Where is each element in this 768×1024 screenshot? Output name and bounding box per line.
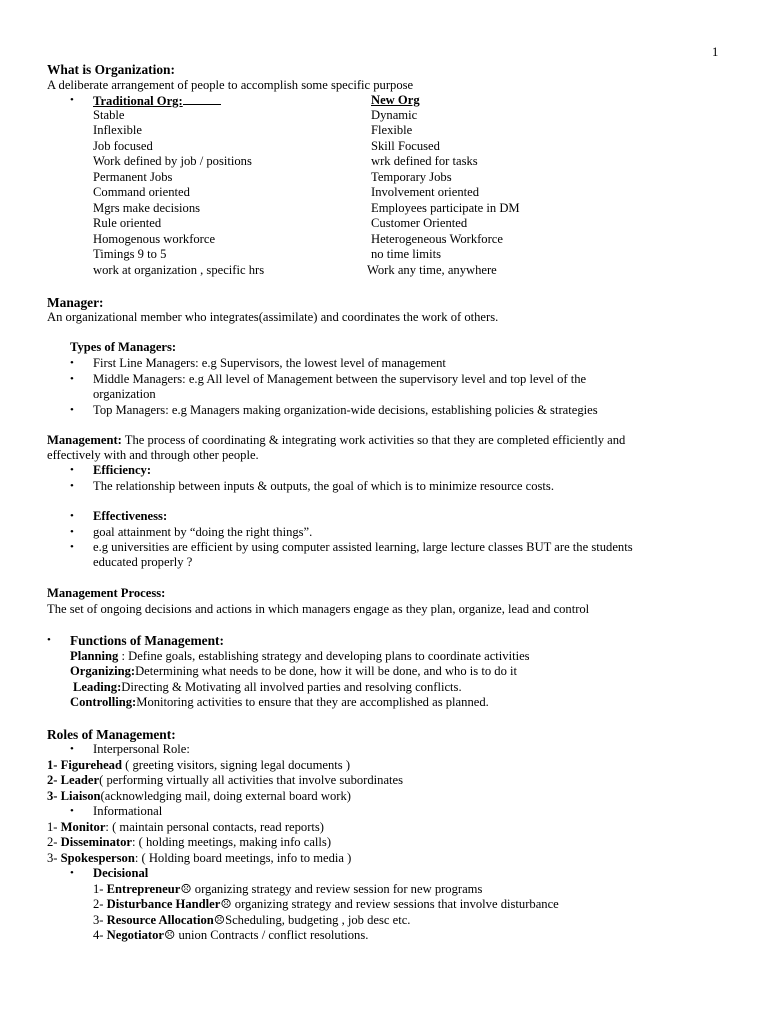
organization-definition: A deliberate arrangement of people to accomplish some specific purpose: [47, 78, 414, 92]
roles-heading: Roles of Management:: [47, 727, 176, 742]
role-number: 1-: [47, 820, 61, 834]
role-item: [47, 789, 351, 804]
role-item: [93, 882, 482, 897]
org-traditional-item: Work defined by job / positions: [93, 154, 252, 168]
role-label: Figurehead: [60, 758, 122, 772]
role-label: Disturbance Handler: [106, 897, 221, 911]
role-number: 2-: [47, 835, 61, 849]
function-item: [73, 680, 462, 695]
org-traditional-item: Job focused: [93, 139, 153, 153]
role-text: (acknowledging mail, doing external board work): [100, 789, 351, 803]
traditional-org-header: Traditional Org:: [93, 93, 221, 109]
role-text: : ( maintain personal contacts, read reports): [105, 820, 324, 834]
middle-managers: Middle Managers: e.g All level of Management between the supervisory level and top level of the: [93, 372, 587, 386]
types-of-managers-heading: Types of Managers:: [70, 340, 177, 354]
function-text: Determining what needs to be done, how it will be done, and who is to do it: [135, 664, 518, 678]
org-new-item: Heterogeneous Workforce: [371, 232, 503, 246]
bullet: •: [70, 373, 74, 385]
manager-definition: An organizational member who integrates(assimilate) and coordinates the work of others.: [47, 310, 499, 324]
bullet: •: [47, 634, 51, 646]
function-label: Organizing:: [70, 664, 136, 678]
org-new-item: Flexible: [371, 123, 413, 137]
interpersonal-role-label: Interpersonal Role:: [93, 742, 190, 756]
effectiveness-text-2-cont: educated properly ?: [93, 555, 193, 569]
org-new-item: Dynamic: [371, 108, 418, 122]
role-item: [47, 773, 403, 788]
bullet: •: [70, 805, 74, 817]
role-text: : ( Holding board meetings, info to media ): [134, 851, 352, 865]
function-text: Monitoring activities to ensure that they are accomplished as planned.: [136, 695, 489, 709]
role-number: 3-: [47, 851, 61, 865]
org-traditional-item: Inflexible: [93, 123, 142, 137]
role-label: Monitor: [60, 820, 106, 834]
org-traditional-item: Timings 9 to 5: [93, 247, 167, 261]
role-text: ☹ organizing strategy and review session for new programs: [180, 882, 483, 896]
org-new-item: Involvement oriented: [371, 185, 480, 199]
role-label: Negotiator: [106, 928, 164, 942]
page-number: 1: [712, 45, 719, 59]
function-text: Directing & Motivating all involved parties and resolving conflicts.: [121, 680, 462, 694]
role-text: ☹ organizing strategy and review sessions that involve disturbance: [220, 897, 559, 911]
role-text: ☹ union Contracts / conflict resolutions.: [164, 928, 369, 942]
function-item: [70, 695, 489, 710]
effectiveness-text-1: goal attainment by “doing the right things”.: [93, 525, 313, 539]
role-number: 2-: [93, 897, 107, 911]
bullet: •: [70, 541, 74, 553]
role-item: [93, 913, 410, 928]
decisional-label: Decisional: [93, 866, 149, 880]
role-number: 3-: [47, 789, 61, 803]
management-definition-line1: Management: The process of coordinating & integrating work activities so that they are completed efficiently and: [47, 433, 626, 447]
org-traditional-item: Rule oriented: [93, 216, 162, 230]
org-traditional-item: Permanent Jobs: [93, 170, 173, 184]
organization-heading: What is Organization:: [47, 62, 175, 77]
org-traditional-item: Stable: [93, 108, 125, 122]
org-new-item: Temporary Jobs: [371, 170, 452, 184]
management-process-heading: Management Process:: [47, 586, 166, 600]
org-new-item: no time limits: [371, 247, 441, 261]
bullet: •: [70, 510, 74, 522]
role-item: [93, 897, 559, 912]
function-label: Controlling:: [70, 695, 137, 709]
role-label: Spokesperson: [60, 851, 135, 865]
role-label: Liaison: [60, 789, 101, 803]
middle-managers-cont: organization: [93, 387, 156, 401]
bullet: •: [70, 480, 74, 492]
role-number: 3-: [93, 913, 107, 927]
role-label: Resource Allocation: [106, 913, 214, 927]
bullet: •: [70, 404, 74, 416]
function-item: [70, 664, 517, 679]
org-traditional-item: Mgrs make decisions: [93, 201, 201, 215]
org-traditional-item: Homogenous workforce: [93, 232, 216, 246]
role-item: [93, 928, 368, 943]
role-text: : ( holding meetings, making info calls): [132, 835, 332, 849]
functions-heading: Functions of Management:: [70, 633, 224, 648]
efficiency-text: The relationship between inputs & outputs, the goal of which is to minimize resource costs.: [93, 479, 554, 493]
effectiveness-text-2: e.g universities are efficient by using computer assisted learning, large lecture classes BUT are the students: [93, 540, 633, 554]
org-new-item: Skill Focused: [371, 139, 440, 153]
org-traditional-item: Command oriented: [93, 185, 190, 199]
top-managers: Top Managers: e.g Managers making organization-wide decisions, establishing policies & strategies: [93, 403, 598, 417]
function-label: Leading:: [73, 680, 122, 694]
role-number: 1-: [47, 758, 61, 772]
role-item: [47, 851, 351, 866]
bullet: •: [70, 526, 74, 538]
org-new-item: Customer Oriented: [371, 216, 468, 230]
function-text: : Define goals, establishing strategy and developing plans to coordinate activities: [118, 649, 530, 663]
role-item: [47, 820, 324, 835]
bullet: •: [70, 867, 74, 879]
management-definition-line2: effectively with and through other people.: [47, 448, 259, 462]
role-label: Disseminator: [60, 835, 132, 849]
bullet: •: [70, 464, 74, 476]
role-text: ( greeting visitors, signing legal documents ): [121, 758, 351, 772]
role-text: ( performing virtually all activities that involve subordinates: [99, 773, 404, 787]
role-item: [47, 758, 350, 773]
role-label: Entrepreneur: [106, 882, 181, 896]
role-label: Leader: [60, 773, 100, 787]
efficiency-label: Efficiency:: [93, 463, 152, 477]
bullet: •: [70, 94, 74, 106]
role-number: 4-: [93, 928, 107, 942]
org-traditional-item: work at organization , specific hrs: [93, 263, 265, 277]
effectiveness-label: Effectiveness:: [93, 509, 168, 523]
org-new-item: Employees participate in DM: [371, 201, 520, 215]
informational-label: Informational: [93, 804, 163, 818]
manager-heading: Manager:: [47, 295, 104, 310]
role-item: [47, 835, 331, 850]
bullet: •: [70, 743, 74, 755]
first-line-managers: First Line Managers: e.g Supervisors, the lowest level of management: [93, 356, 446, 370]
role-number: 1-: [93, 882, 107, 896]
role-text: ☹Scheduling, budgeting , job desc etc.: [213, 913, 411, 927]
function-label: Planning: [70, 649, 119, 663]
org-new-item: wrk defined for tasks: [371, 154, 478, 168]
function-item: [70, 649, 530, 664]
org-new-item: Work any time, anywhere: [367, 263, 497, 277]
management-process-text: The set of ongoing decisions and actions in which managers engage as they plan, organize, lead and control: [47, 602, 590, 616]
new-org-header: New Org: [371, 93, 420, 107]
bullet: •: [70, 357, 74, 369]
role-number: 2-: [47, 773, 61, 787]
